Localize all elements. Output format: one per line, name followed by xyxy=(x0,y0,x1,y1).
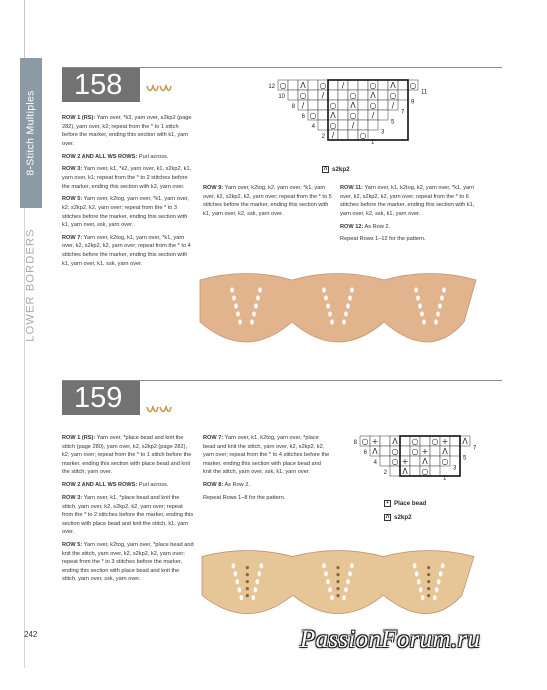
chart-cell xyxy=(288,90,298,100)
row-instruction: Repeat Rows 1–8 for the pattern. xyxy=(203,494,286,501)
chart-row-label: 7 xyxy=(401,109,405,116)
chart-symbol: / xyxy=(321,90,325,100)
chart-cell xyxy=(328,90,338,100)
chart-symbol: ○ xyxy=(319,80,327,90)
chart-cell xyxy=(308,80,318,90)
chart-symbol: ○ xyxy=(329,120,337,130)
swatch-eyelet xyxy=(234,571,238,576)
swatch-eyelet xyxy=(348,295,352,300)
swatch-bead xyxy=(246,580,249,583)
chart-symbol: Λ xyxy=(392,436,398,446)
swatch-eyelet xyxy=(260,563,264,568)
chart-cell xyxy=(338,120,348,130)
swatch-eyelet xyxy=(324,295,328,300)
chart-symbol: Λ xyxy=(390,80,396,90)
row-instruction: ROW 9: Yarn over, k2tog, k2, yarn over, *k1, yarn over, k2, s2kp2, k2, yarn over; repeat from the * to 5 stitches before the marker, ending this section with k1, yarn over, k2, ssk, yarn over. xyxy=(203,185,332,217)
chart-legend: Λ s2kp2 xyxy=(323,166,350,173)
swatch-eyelet xyxy=(342,595,346,600)
chart-cell xyxy=(450,446,460,456)
chart-cell xyxy=(338,90,348,100)
chart-cell xyxy=(328,80,338,90)
chart-cell xyxy=(348,130,358,140)
swatch-eyelet xyxy=(422,319,426,324)
swatch-eyelet xyxy=(232,563,236,568)
chart-symbol: ○ xyxy=(329,100,337,110)
swatch-eyelet xyxy=(350,287,354,292)
chart-row-label: 6 xyxy=(301,114,305,121)
section-label: LOWER BORDERS xyxy=(25,228,37,342)
swatch-eyelet xyxy=(437,579,441,584)
swatch-eyelet xyxy=(350,563,354,568)
swatch-bead xyxy=(336,580,339,583)
stitch-number: 159 xyxy=(62,381,140,415)
chart-symbol: Λ xyxy=(370,90,376,100)
swatch-eyelet xyxy=(434,319,438,324)
swatch-eyelet xyxy=(324,571,328,576)
chart-cell xyxy=(338,110,348,120)
chart-row-label: 5 xyxy=(391,119,395,126)
swatch-bead xyxy=(246,587,249,590)
chart-cell xyxy=(398,80,408,90)
swatch-eyelet xyxy=(440,295,444,300)
chart-symbol: ○ xyxy=(391,446,399,456)
yarn-weight-icon xyxy=(146,83,172,102)
chart-symbol: / xyxy=(391,100,395,110)
chart-symbol: ○ xyxy=(359,130,367,140)
chart-cell xyxy=(430,456,440,466)
chart-cell xyxy=(450,436,460,446)
chart-row-label: 12 xyxy=(268,84,275,91)
chart-row-label: 1 xyxy=(371,139,375,146)
swatch-eyelet xyxy=(322,563,326,568)
chart-symbol: ○ xyxy=(349,90,357,100)
swatch-eyelet xyxy=(419,587,423,592)
chart-symbol: ○ xyxy=(409,80,417,90)
chart-cell xyxy=(410,466,420,476)
chart-cell xyxy=(338,130,348,140)
row-instruction: ROW 12: As Row 2. xyxy=(340,223,391,230)
swatch-eyelet xyxy=(439,571,443,576)
chart-cell xyxy=(358,110,368,120)
swatch-eyelet xyxy=(435,587,439,592)
chart-symbol: / xyxy=(351,120,355,130)
chart-cell xyxy=(308,90,318,100)
swatch-eyelet xyxy=(240,595,244,600)
swatch-eyelet xyxy=(441,563,445,568)
chart-symbol: ○ xyxy=(369,80,377,90)
page-number: 242 xyxy=(24,630,38,639)
swatch-eyelet xyxy=(238,319,242,324)
chart-row-label: 8 xyxy=(353,440,357,447)
swatch-eyelet xyxy=(348,571,352,576)
chart-symbol: ○ xyxy=(309,110,317,120)
chart-cell xyxy=(338,100,348,110)
swatch-eyelet xyxy=(344,311,348,316)
row-instruction: ROW 1 (RS): Yarn over, *k3, yarn over, s2kp2 (page 282), yarn over, k2; repeat from the * to 1 stitch before the marker, ending this section with k1, yarn over. xyxy=(62,115,192,147)
chart-cell xyxy=(430,466,440,476)
chart-row-label: 9 xyxy=(411,99,415,106)
swatch-eyelet xyxy=(328,587,332,592)
swatch-eyelet xyxy=(234,303,238,308)
instructions-column xyxy=(62,434,194,588)
swatch-eyelet xyxy=(254,303,258,308)
chart-cell xyxy=(348,80,358,90)
chart-cell xyxy=(400,446,410,456)
instructions-column xyxy=(203,184,335,223)
chart-symbol: ○ xyxy=(431,436,439,446)
chart-symbol: + xyxy=(401,456,409,466)
chart-row-label: 5 xyxy=(463,455,467,462)
chart-cell xyxy=(318,100,328,110)
swatch-bead xyxy=(246,566,249,569)
instructions-column xyxy=(62,114,192,272)
chart-symbol: ○ xyxy=(361,436,369,446)
swatch-eyelet xyxy=(416,295,420,300)
chart-cell xyxy=(368,120,378,130)
chart-symbol: ○ xyxy=(411,436,419,446)
swatch-bead xyxy=(427,566,430,569)
chart-cell xyxy=(400,436,410,446)
chart-cell xyxy=(380,436,390,446)
chart-cell xyxy=(358,90,368,100)
chart-symbol: Λ xyxy=(402,466,408,476)
row-instruction: ROW 5: Yarn over, k2tog, yarn over, *place bead and knit the stitch, yarn over, k2, s2kp2, k2, yarn over; repeat from the * to 3 stitches before the marker, ending this section with place bead and knit the stitch, yarn over, ssk, yarn over. xyxy=(62,542,194,583)
chart-symbol: / xyxy=(331,130,335,140)
row-instruction: ROW 11: Yarn over, k1, k2tog, k2, yarn over, *k1, yarn over, k2, s2kp2, k2, yarn over; repeat from the * to 6 stitches before the marker, ending this section with k1, yarn over, k2, ssk, k1, yarn over. xyxy=(340,185,475,217)
swatch-bead xyxy=(336,573,339,576)
chart-row-label: 7 xyxy=(473,445,477,452)
chart-legend: + Place bead xyxy=(384,500,426,507)
swatch-eyelet xyxy=(442,287,446,292)
row-instruction: ROW 2 AND ALL WS ROWS: Purl across. xyxy=(62,153,169,160)
chart-legend: Λ s2kp2 xyxy=(385,514,412,521)
swatch-bead xyxy=(336,594,339,597)
swatch-eyelet xyxy=(414,287,418,292)
swatch-eyelet xyxy=(236,311,240,316)
swatch-bead xyxy=(427,587,430,590)
row-instruction: ROW 5: Yarn over, k2tog, yarn over, *k1, yarn over, k2, s2kp2, k2, yarn over; repeat from the * to 3 stitches before the marker, ending this section with k1, yarn over, ssk, yarn over. xyxy=(62,196,189,229)
swatch-eyelet xyxy=(254,587,258,592)
row-instruction: ROW 3: Yarn over, k1, *k2, yarn over, k1, s2kp2, k1, yarn over, k1; repeat from the * to 2 stitches before the marker, ending this section with k2, yarn over. xyxy=(62,166,192,190)
swatch-eyelet xyxy=(438,303,442,308)
instructions-column xyxy=(340,184,476,248)
chart-cell xyxy=(410,456,420,466)
chart-symbol: Λ xyxy=(372,446,378,456)
swatch-bead xyxy=(427,580,430,583)
instructions-column xyxy=(203,434,331,507)
chart-cell xyxy=(378,90,388,100)
chart-cell xyxy=(398,90,408,100)
swatch-eyelet xyxy=(346,579,350,584)
chart-symbol: + xyxy=(441,436,449,446)
chart-row-label: 4 xyxy=(373,460,377,467)
stitch-number: 158 xyxy=(62,68,140,102)
swatch-eyelet xyxy=(342,319,346,324)
chart-symbol: Λ xyxy=(442,446,448,456)
swatch-eyelet xyxy=(256,295,260,300)
chart-cell xyxy=(420,436,430,446)
chart-symbol: ○ xyxy=(391,456,399,466)
bead-symbol-icon: + xyxy=(384,500,391,507)
margin-rule xyxy=(24,0,25,58)
chart-symbol: + xyxy=(371,436,379,446)
chart-cell xyxy=(358,120,368,130)
swatch-eyelet xyxy=(420,311,424,316)
chart-cell xyxy=(378,80,388,90)
swatch-eyelet xyxy=(326,579,330,584)
swatch-eyelet xyxy=(433,595,437,600)
chart-cell xyxy=(358,100,368,110)
chart-symbol: + xyxy=(421,446,429,456)
row-instruction: ROW 2 AND ALL WS ROWS: Purl across. xyxy=(62,482,169,489)
chapter-tab-label: 8-Stitch Multiples xyxy=(25,90,38,176)
chart-cell xyxy=(430,446,440,456)
chart-cell xyxy=(390,466,400,476)
swatch-photo xyxy=(200,262,476,362)
swatch-eyelet xyxy=(413,563,417,568)
chart-cell xyxy=(288,80,298,90)
chart-symbol: ○ xyxy=(441,456,449,466)
s2kp2-symbol-icon: Λ xyxy=(323,166,328,172)
chart-row-label: 2 xyxy=(321,134,325,141)
chart-cell xyxy=(358,80,368,90)
swatch-eyelet xyxy=(436,311,440,316)
swatch-bead xyxy=(336,587,339,590)
yarn-weight-icon xyxy=(146,404,172,423)
chart-symbol: ○ xyxy=(349,110,357,120)
swatch-eyelet xyxy=(322,287,326,292)
chart-cell xyxy=(318,120,328,130)
chart-symbol: / xyxy=(371,110,375,120)
chart-symbol: Λ xyxy=(330,110,336,120)
swatch-eyelet xyxy=(238,587,242,592)
swatch-eyelet xyxy=(415,571,419,576)
chart-row-label: 6 xyxy=(363,450,367,457)
swatch-eyelet xyxy=(326,303,330,308)
row-instruction: Repeat Rows 1–12 for the pattern. xyxy=(340,236,426,243)
swatch-eyelet xyxy=(232,295,236,300)
row-instruction: ROW 1 (RS): Yarn over, *place bead and knit the stitch (page 280), yarn over, k2, s2kp2 (page 282), k2, yarn over; repeat from the * to 1 stitch before the marker, ending this section with place bead and knit the stitch, yarn over. xyxy=(62,435,192,476)
chart-cell xyxy=(318,110,328,120)
swatch-bead xyxy=(336,566,339,569)
swatch-eyelet xyxy=(330,319,334,324)
chart-symbol: ○ xyxy=(279,80,287,90)
chart-cell xyxy=(308,100,318,110)
chart-cell xyxy=(380,446,390,456)
swatch-bead xyxy=(427,573,430,576)
chart-row-label: 3 xyxy=(381,129,385,136)
knitting-chart xyxy=(340,432,480,492)
row-instruction: ROW 7: Yarn over, k1, k2tog, yarn over, *place bead and knit the stitch, yarn over, k2, s2kp2, k2, yarn over; repeat from the * to 4 stitches before the marker, ending this section with place bead and knit the stitch, yarn over, ssk, k1, yarn over. xyxy=(203,435,330,476)
swatch-eyelet xyxy=(252,595,256,600)
chart-symbol: ○ xyxy=(421,466,429,476)
knitting-chart xyxy=(258,76,428,162)
swatch-photo xyxy=(202,540,474,632)
chart-symbol: Λ xyxy=(462,436,468,446)
swatch-bead xyxy=(427,594,430,597)
chart-cell xyxy=(378,110,388,120)
swatch-eyelet xyxy=(417,579,421,584)
chart-symbol: ○ xyxy=(299,90,307,100)
chart-symbol: ○ xyxy=(389,90,397,100)
row-instruction: ROW 3: Yarn over, k1, *place bead and knit the stitch, yarn over, k2, s2kp2, k2, yarn over; repeat from the * to 2 stitches before the marker, ending this section with place bead and knit the stitch, k1, yarn over. xyxy=(62,494,194,536)
swatch-eyelet xyxy=(258,287,262,292)
row-instruction: ROW 7: Yarn over, k2tog, k1, yarn over, *k1, yarn over, k2, s2kp2, k2, yarn over; repeat from the * to 4 stitches before the marker, ending this section with k1, yarn over, k1, ssk, yarn over. xyxy=(62,234,191,267)
swatch-eyelet xyxy=(252,311,256,316)
chart-symbol: Λ xyxy=(300,80,306,90)
chart-row-label: 2 xyxy=(383,470,387,477)
swatch-bead xyxy=(246,573,249,576)
swatch-eyelet xyxy=(346,303,350,308)
chart-symbol: Λ xyxy=(350,100,356,110)
chart-row-label: 4 xyxy=(311,124,315,131)
chart-symbol: Λ xyxy=(422,456,428,466)
chart-row-label: 3 xyxy=(453,465,457,472)
chart-symbol: ○ xyxy=(369,100,377,110)
swatch-eyelet xyxy=(230,287,234,292)
swatch-eyelet xyxy=(256,579,260,584)
swatch-eyelet xyxy=(418,303,422,308)
swatch-eyelet xyxy=(258,571,262,576)
swatch-eyelet xyxy=(328,311,332,316)
watermark: PassionForum.ru xyxy=(300,626,481,653)
chart-row-label: 1 xyxy=(443,475,447,482)
row-instruction: ROW 8: As Row 2. xyxy=(203,482,250,489)
swatch-fabric xyxy=(200,274,476,343)
swatch-bead xyxy=(246,594,249,597)
chart-row-label: 11 xyxy=(421,89,428,96)
swatch-eyelet xyxy=(236,579,240,584)
swatch-eyelet xyxy=(250,319,254,324)
chart-cell xyxy=(378,100,388,110)
chart-row-label: 10 xyxy=(278,94,285,101)
s2kp2-symbol-icon: Λ xyxy=(385,514,390,520)
swatch-eyelet xyxy=(421,595,425,600)
chart-symbol: / xyxy=(341,80,345,90)
chart-row-label: 8 xyxy=(291,104,295,111)
chart-symbol: / xyxy=(301,100,305,110)
swatch-eyelet xyxy=(330,595,334,600)
chart-symbol: ○ xyxy=(411,446,419,456)
swatch-eyelet xyxy=(344,587,348,592)
chart-cell xyxy=(380,456,390,466)
